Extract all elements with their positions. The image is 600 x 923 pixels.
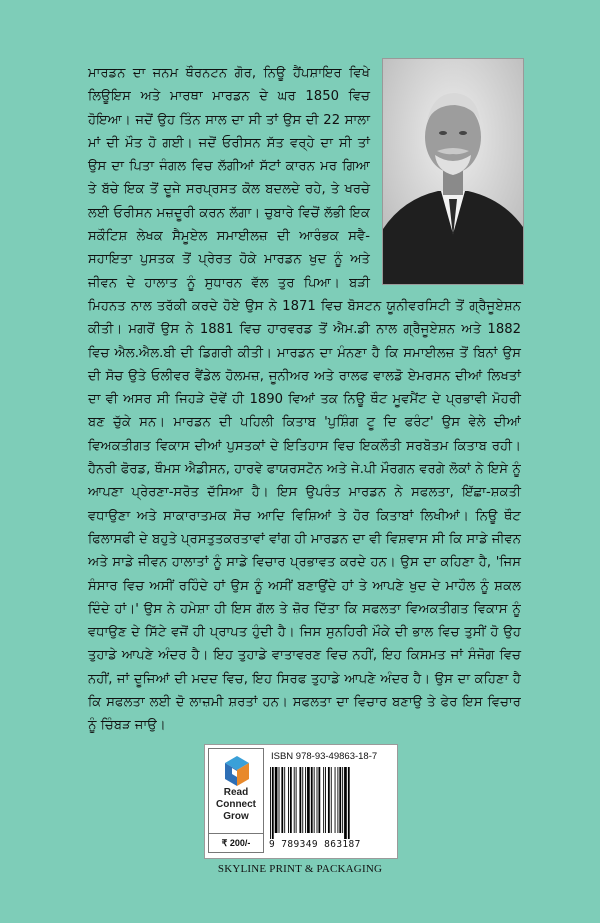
publisher-logo: [208, 748, 264, 853]
biography-text: ਮਾਰਡਨ ਦਾ ਜਨਮ ਥੌਰਨਟਨ ਗੋਰ, ਨਿਊ ਹੈਂਪਸ਼ਾਇਰ ਵਿਖੇ ਲਿਊਇਸ ਅਤੇ ਮਾਰਥਾ ਮਾਰਡਨ ਦੇ ਘਰ 1850 ਵਿਚ ਹੋਇਆ। ਜਦੋਂ ਉਹ ਤਿੰਨ ਸਾਲ ਦਾ ਸੀ ਤਾਂ ਉਸ ਦੀ 22 ਸਾਲਾ ਮਾਂ ਦੀ ਮੌਤ ਹੋ ਗਈ। ਜਦੋਂ ਓਰੀਸਨ ਸੱਤ ਵਰ੍ਹੇ ਦਾ ਸੀ ਤਾਂ ਉਸ ਦਾ ਪਿਤਾ ਜੰਗਲ ਵਿਚ ਲੱਗੀਆਂ ਸੱਟਾਂ ਕਾਰਨ ਮਰ ਗਿਆ ਤੇ ਬੱਚੇ ਇਕ ਤੋਂ ਦੂਜੇ ਸਰਪ੍ਰਸਤ ਕੋਲ ਬਦਲਦੇ ਰਹੇ, ਤੇ ਖਰਚੇ ਲਈ ਓਰੀਸਨ ਮਜ਼ਦੂਰੀ ਕਰਨ ਲੱਗਾ। ਚੁਬਾਰੇ ਵਿਚੋਂ ਲੱਭੀ ਇਕ ਸਕੌਟਿਸ਼ ਲੇਖਕ ਸੈਮੂਏਲ ਸਮਾਈਲਜ਼ ਦੀ ਆਰੰਭਕ ਸਵੈ-ਸਹਾਇਤਾ ਪੁਸਤਕ ਤੋਂ ਪ੍ਰੇਰਤ ਹੋਕੇ ਮਾਰਡਨ ਖੁਦ ਨੂੰ ਅਤੇ ਜੀਵਨ ਦੇ ਹਾਲਾਤ ਨੂੰ ਸੁਧਾਰਨ ਵੱਲ ਤੁਰ ਪਿਆ। ਬੜੀ ਮਿਹਨਤ ਨਾਲ ਤਰੱਕੀ ਕਰਦੇ ਹੋਏ ਉਸ ਨੇ 1871 ਵਿਚ ਬੋਸਟਨ ਯੂਨੀਵਰਸਿਟੀ ਤੋਂ ਗ੍ਰੈਜੂਏਸ਼ਨ ਕੀਤੀ। ਮਗਰੋਂ ਉਸ ਨੇ 1881 ਵਿਚ ਹਾਰਵਰਡ ਤੋਂ ਐਮ.ਡੀ ਨਾਲ ਗ੍ਰੈਜੂਏਸ਼ਨ ਅਤੇ 1882 ਵਿਚ ਐਲ.ਐਲ.ਬੀ ਦੀ ਡਿਗਰੀ ਕੀਤੀ। ਮਾਰਡਨ ਦਾ ਮੰਨਣਾ ਹੈ ਕਿ ਸਮਾਈਲਜ਼ ਤੋਂ ਬਿਨਾਂ ਉਸ ਦੀ ਸੋਚ ਉਤੇ ਓਲੀਵਰ ਵੈਂਡੇਲ ਹੋਲਮਜ਼, ਜੂਨੀਅਰ ਅਤੇ ਰਾਲਫ ਵਾਲਡੋ ਏਮਰਸਨ ਦੀਆਂ ਲਿਖਤਾਂ ਦਾ ਵੀ ਅਸਰ ਸੀ ਜਿਹੜੇ ਦੋਵੇਂ ਹੀ 1890 ਵਿਆਂ ਤਕ ਨਿਊ ਥੌਟ ਮੂਵਮੈਂਟ ਦੇ ਪ੍ਰਭਾਵੀ ਮੋਹਰੀ ਬਣ ਚੁੱਕੇ ਸਨ। ਮਾਰਡਨ ਦੀ ਪਹਿਲੀ ਕਿਤਾਬ 'ਪੁਸ਼ਿੰਗ ਟੂ ਦਿ ਫਰੰਟ' ਉਸ ਵੇਲੇ ਦੀਆਂ ਵਿਅਕਤੀਗਤ ਵਿਕਾਸ ਦੀਆਂ ਪੁਸਤਕਾਂ ਦੇ ਇਤਿਹਾਸ ਵਿਚ ਇਕਲੌਤੀ ਸਰਬੋਤਮ ਕਿਤਾਬ ਰਹੀ। ਹੈਨਰੀ ਫੋਰਡ, ਥੌਮਸ ਐਡੀਸਨ, ਹਾਰਵੇ ਫਾਯਰਸਟੋਨ ਅਤੇ ਜੇ.ਪੀ ਮੌਰਗਨ ਵਰਗੇ ਲੋਕਾਂ ਨੇ ਇਸੇ ਨੂੰ ਆਪਣਾ ਪ੍ਰੇਰਣਾ-ਸਰੋਤ ਦੱਸਿਆ ਹੈ। ਇਸ ਉਪਰੰਤ ਮਾਰਡਨ ਨੇ ਸਫਲਤਾ, ਇੱਛਾ-ਸ਼ਕਤੀ ਵਧਾਉਣਾ ਅਤੇ ਸਾਕਾਰਾਤਮਕ ਸੋਚ ਆਦਿ ਵਿਸ਼ਿਆਂ ਤੇ ਹੋਰ ਕਿਤਾਬਾਂ ਲਿਖੀਆਂ। ਨਿਊ ਥੌਟ ਫਿਲਾਸਫੀ ਦੇ ਬਹੁਤੇ ਪ੍ਰਸਤੁਤਕਰਤਾਵਾਂ ਵਾਂਗ ਹੀ ਮਾਰਡਨ ਦਾ ਵੀ ਵਿਸ਼ਵਾਸ ਸੀ ਕਿ ਸਾਡੇ ਜੀਵਨ ਅਤੇ ਸਾਡੇ ਜੀਵਨ ਹਾਲਾਤਾਂ ਨੂੰ ਸਾਡੇ ਵਿਚਾਰ ਪ੍ਰਭਾਵਤ ਕਰਦੇ ਹਨ। ਉਸ ਦਾ ਕਹਿਣਾ ਹੈ, 'ਜਿਸ ਸੰਸਾਰ ਵਿਚ ਅਸੀਂ ਰਹਿੰਦੇ ਹਾਂ ਉਸ ਨੂੰ ਅਸੀਂ ਬਣਾਉਂਦੇ ਹਾਂ ਤੇ ਆਪਣੇ ਖੁਦ ਦੇ ਮਾਹੌਲ ਨੂੰ ਸ਼ਕਲ ਦਿੰਦੇ ਹਾਂ।' ਉਸ ਨੇ ਹਮੇਸ਼ਾ ਹੀ ਇਸ ਗੱਲ ਤੇ ਜ਼ੋਰ ਦਿੱਤਾ ਕਿ ਸਫਲਤਾ ਵਿਅਕਤੀਗਤ ਵਿਕਾਸ ਨੂੰ ਵਧਾਉਣ ਦੇ ਸਿੱਟੇ ਵਜੋਂ ਹੀ ਪ੍ਰਾਪਤ ਹੁੰਦੀ ਹੈ। ਜਿਸ ਸੁਨਹਿਰੀ ਮੌਕੇ ਦੀ ਭਾਲ ਵਿਚ ਤੁਸੀਂ ਹੋ ਉਹ ਤੁਹਾਡੇ ਆਪਣੇ ਅੰਦਰ ਹੈ। ਇਹ ਤੁਹਾਡੇ ਵਾਤਾਵਰਣ ਵਿਚ ਨਹੀਂ, ਇਹ ਕਿਸਮਤ ਜਾਂ ਸੰਜੋਗ ਵਿਚ ਨਹੀਂ, ਜਾਂ ਦੂਜਿਆਂ ਦੀ ਮਦਦ ਵਿਚ, ਇਹ ਸਿਰਫ ਤੁਹਾਡੇ ਆਪਣੇ ਅੰਦਰ ਹੈ। ਉਸ ਦਾ ਕਹਿਣਾ ਹੈ ਕਿ ਸਫਲਤਾ ਲਈ ਦੋ ਲਾਜ਼ਮੀ ਸ਼ਰਤਾਂ ਹਨ। ਸਫਲਤਾ ਦਾ ਵਿਚਾਰ ਬਣਾਉ ਤੇ ਫੇਰ ਇਸ ਵਿਚਾਰ ਨੂੰ ਚਿੰਬੜ ਜਾਉ।: [88, 66, 521, 734]
author-biography: [88, 62, 521, 738]
isbn-barcode-panel: [204, 744, 398, 859]
logo-word-grow: Grow: [223, 811, 249, 822]
price-label: ₹ 200/-: [209, 833, 263, 852]
barcode-digits: 9 789349 863187: [269, 839, 361, 850]
isbn-label: ISBN 978-93-49863-18-7: [271, 751, 378, 762]
barcode-graphic: [269, 767, 391, 839]
logo-word-connect: Connect: [216, 799, 256, 810]
logo-word-read: Read: [223, 787, 249, 798]
author-portrait: [382, 58, 524, 285]
printer-credit: SKYLINE PRINT & PACKAGING: [217, 863, 383, 875]
cube-logo-icon: [223, 755, 251, 787]
